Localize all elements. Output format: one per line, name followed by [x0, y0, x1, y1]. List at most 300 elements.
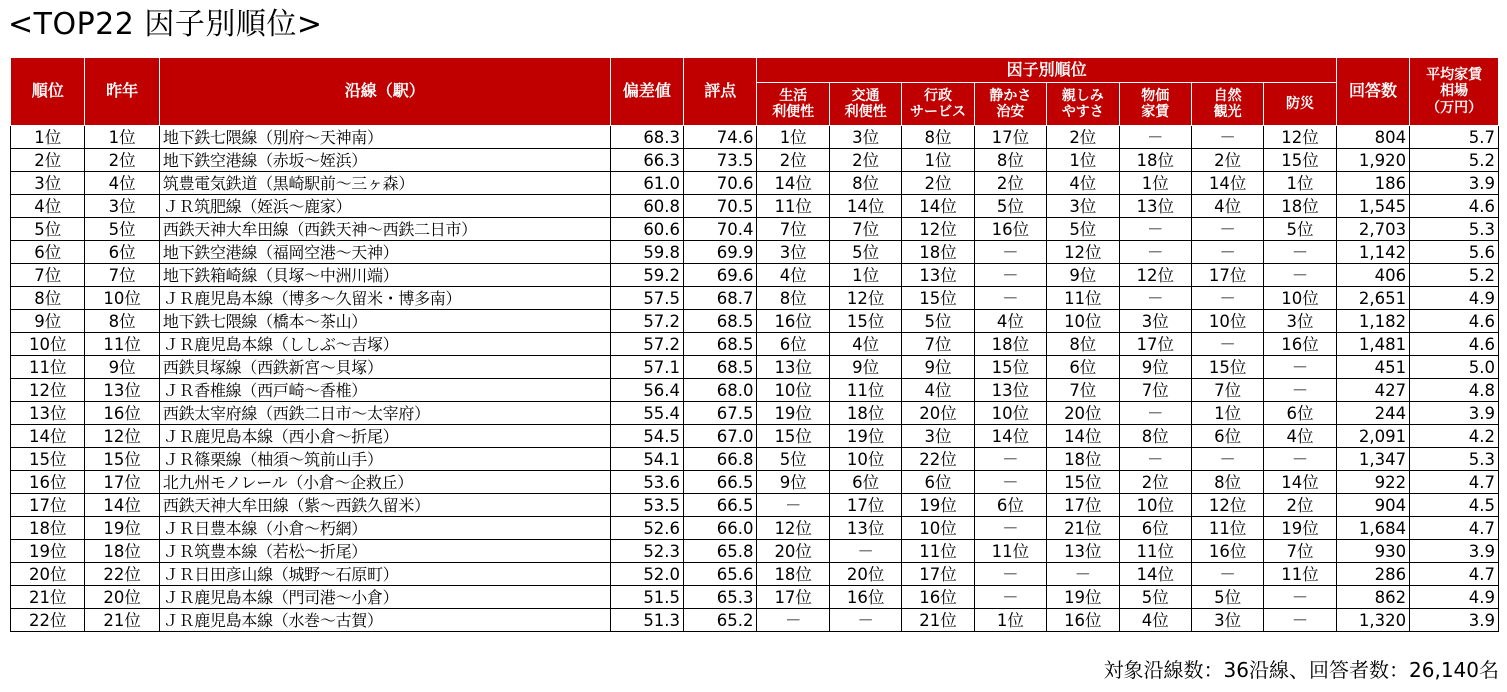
average-rent-cell: 4.9 — [1410, 586, 1499, 609]
factor-rank-cell: 16位 — [1264, 333, 1336, 356]
factor-rank-cell: 10位 — [902, 517, 974, 540]
header-factor-4: 親しみ やすさ — [1047, 83, 1119, 126]
average-rent-cell: 5.7 — [1410, 126, 1499, 149]
header-rank: 順位 — [11, 58, 85, 126]
table-row — [11, 471, 1499, 494]
factor-rank-cell: 7位 — [829, 218, 901, 241]
deviation-cell: 68.3 — [610, 126, 683, 149]
header-factor-2: 行政 サービス — [902, 83, 974, 126]
factor-rank-cell: 6位 — [1264, 402, 1336, 425]
factor-rank-cell: 1位 — [1191, 402, 1263, 425]
factor-rank-cell: 18位 — [1119, 149, 1191, 172]
score-cell: 68.5 — [684, 356, 757, 379]
factor-rank-cell: 7位 — [757, 218, 829, 241]
factor-rank-cell: 12位 — [1047, 241, 1119, 264]
rank-cell: 2位 — [11, 149, 85, 172]
table-row — [11, 379, 1499, 402]
factor-rank-cell: － — [974, 264, 1046, 287]
average-rent-cell: 5.3 — [1410, 448, 1499, 471]
table-row — [11, 126, 1499, 149]
factor-rank-cell: 9位 — [902, 356, 974, 379]
factor-rank-cell: － — [1264, 241, 1336, 264]
previous-year-cell: 6位 — [85, 241, 159, 264]
factor-rank-cell: 14位 — [1264, 471, 1336, 494]
previous-year-cell: 18位 — [85, 540, 159, 563]
line-station-cell: 地下鉄空港線（福岡空港～天神） — [159, 241, 610, 264]
factor-rank-cell: 2位 — [1119, 471, 1191, 494]
rank-cell: 12位 — [11, 379, 85, 402]
score-cell: 65.2 — [684, 609, 757, 632]
deviation-cell: 53.5 — [610, 494, 683, 517]
table-row — [11, 241, 1499, 264]
average-rent-cell: 5.0 — [1410, 356, 1499, 379]
score-cell: 69.9 — [684, 241, 757, 264]
factor-rank-cell: 16位 — [757, 310, 829, 333]
factor-rank-cell: － — [1119, 241, 1191, 264]
factor-rank-cell: 17位 — [1119, 333, 1191, 356]
factor-rank-cell: 10位 — [757, 379, 829, 402]
average-rent-cell: 4.6 — [1410, 333, 1499, 356]
factor-rank-cell: － — [757, 609, 829, 632]
factor-rank-cell: 16位 — [974, 218, 1046, 241]
factor-rank-cell: － — [1264, 448, 1336, 471]
factor-rank-cell: 3位 — [829, 126, 901, 149]
factor-rank-cell: 6位 — [1191, 425, 1263, 448]
line-station-cell: ＪＲ香椎線（西戸崎～香椎） — [159, 379, 610, 402]
factor-rank-cell: － — [1264, 264, 1336, 287]
factor-rank-cell: 18位 — [1264, 195, 1336, 218]
factor-rank-cell: 12位 — [1264, 126, 1336, 149]
factor-rank-cell: － — [974, 448, 1046, 471]
table-row — [11, 264, 1499, 287]
factor-rank-cell: 19位 — [902, 494, 974, 517]
factor-rank-cell: 2位 — [1191, 149, 1263, 172]
table-row — [11, 218, 1499, 241]
factor-rank-cell: 15位 — [974, 356, 1046, 379]
factor-rank-cell: 14位 — [1047, 425, 1119, 448]
line-station-cell: ＪＲ鹿児島本線（ししぶ～吉塚） — [159, 333, 610, 356]
line-station-cell: ＪＲ鹿児島本線（門司港～小倉） — [159, 586, 610, 609]
factor-rank-cell: 6位 — [902, 471, 974, 494]
responses-cell: 1,142 — [1336, 241, 1409, 264]
factor-rank-cell: 11位 — [757, 195, 829, 218]
factor-rank-cell: 20位 — [1047, 402, 1119, 425]
header-deviation: 偏差値 — [610, 58, 683, 126]
factor-rank-cell: 14位 — [902, 195, 974, 218]
page-title: <TOP22 因子別順位> — [8, 7, 323, 42]
factor-rank-cell: － — [1191, 126, 1263, 149]
line-station-cell: ＪＲ鹿児島本線（博多～久留米・博多南） — [159, 287, 610, 310]
responses-cell: 1,182 — [1336, 310, 1409, 333]
factor-rank-cell: 4位 — [1264, 425, 1336, 448]
factor-rank-cell: 9位 — [1047, 264, 1119, 287]
factor-rank-cell: 10位 — [1047, 310, 1119, 333]
factor-rank-cell: － — [829, 609, 901, 632]
factor-rank-cell: 22位 — [902, 448, 974, 471]
factor-rank-cell: 11位 — [1119, 540, 1191, 563]
line-station-cell: ＪＲ篠栗線（柚須～筑前山手） — [159, 448, 610, 471]
score-cell: 70.6 — [684, 172, 757, 195]
factor-rank-cell: 11位 — [1264, 563, 1336, 586]
header-factor-1: 交通 利便性 — [829, 83, 901, 126]
line-station-cell: 地下鉄七隈線（別府～天神南） — [159, 126, 610, 149]
deviation-cell: 57.2 — [610, 333, 683, 356]
factor-rank-cell: 10位 — [1119, 494, 1191, 517]
previous-year-cell: 1位 — [85, 126, 159, 149]
deviation-cell: 52.6 — [610, 517, 683, 540]
factor-rank-cell: 9位 — [757, 471, 829, 494]
average-rent-cell: 4.7 — [1410, 471, 1499, 494]
rank-cell: 11位 — [11, 356, 85, 379]
average-rent-cell: 4.7 — [1410, 517, 1499, 540]
score-cell: 74.6 — [684, 126, 757, 149]
factor-rank-cell: － — [1264, 586, 1336, 609]
table-header — [11, 58, 1499, 126]
score-cell: 69.6 — [684, 264, 757, 287]
factor-rank-cell: 10位 — [1264, 287, 1336, 310]
factor-rank-cell: 3位 — [902, 425, 974, 448]
factor-rank-cell: 4位 — [902, 379, 974, 402]
score-cell: 66.0 — [684, 517, 757, 540]
factor-rank-cell: 1位 — [1047, 149, 1119, 172]
factor-rank-cell: 13位 — [974, 379, 1046, 402]
factor-rank-cell: － — [1264, 379, 1336, 402]
factor-rank-cell: 19位 — [1047, 586, 1119, 609]
factor-rank-cell: 18位 — [757, 563, 829, 586]
factor-rank-cell: 20位 — [902, 402, 974, 425]
responses-cell: 930 — [1336, 540, 1409, 563]
factor-rank-cell: 2位 — [1047, 126, 1119, 149]
deviation-cell: 57.5 — [610, 287, 683, 310]
average-rent-cell: 4.6 — [1410, 195, 1499, 218]
responses-cell: 286 — [1336, 563, 1409, 586]
factor-rank-cell: 8位 — [757, 287, 829, 310]
average-rent-cell: 3.9 — [1410, 540, 1499, 563]
average-rent-cell: 3.9 — [1410, 609, 1499, 632]
header-factor-6: 自然 観光 — [1191, 83, 1263, 126]
factor-rank-cell: 5位 — [974, 195, 1046, 218]
factor-rank-cell: － — [1119, 448, 1191, 471]
factor-rank-cell: － — [1191, 448, 1263, 471]
average-rent-cell: 3.9 — [1410, 402, 1499, 425]
factor-rank-cell: 5位 — [1119, 586, 1191, 609]
factor-rank-cell: 5位 — [1191, 586, 1263, 609]
deviation-cell: 60.8 — [610, 195, 683, 218]
rank-cell: 18位 — [11, 517, 85, 540]
average-rent-cell: 4.2 — [1410, 425, 1499, 448]
average-rent-cell: 4.6 — [1410, 310, 1499, 333]
previous-year-cell: 19位 — [85, 517, 159, 540]
rank-cell: 14位 — [11, 425, 85, 448]
header-average-rent: 平均家賃 相場 （万円） — [1410, 58, 1499, 126]
deviation-cell: 54.5 — [610, 425, 683, 448]
line-station-cell: 西鉄天神大牟田線（紫～西鉄久留米） — [159, 494, 610, 517]
responses-cell: 922 — [1336, 471, 1409, 494]
previous-year-cell: 9位 — [85, 356, 159, 379]
factor-rank-cell: 10位 — [1191, 310, 1263, 333]
factor-rank-cell: － — [1191, 287, 1263, 310]
factor-rank-cell: 7位 — [1119, 379, 1191, 402]
factor-rank-cell: 19位 — [1264, 517, 1336, 540]
factor-rank-cell: 4位 — [1047, 172, 1119, 195]
score-cell: 68.5 — [684, 333, 757, 356]
deviation-cell: 66.3 — [610, 149, 683, 172]
score-cell: 73.5 — [684, 149, 757, 172]
rank-cell: 19位 — [11, 540, 85, 563]
line-station-cell: 地下鉄七隈線（橋本～茶山） — [159, 310, 610, 333]
factor-rank-cell: 4位 — [1191, 195, 1263, 218]
line-station-cell: ＪＲ鹿児島本線（水巻～古賀） — [159, 609, 610, 632]
factor-rank-cell: 16位 — [1191, 540, 1263, 563]
ranking-table — [10, 57, 1499, 632]
factor-rank-cell: 2位 — [829, 149, 901, 172]
factor-rank-cell: 11位 — [1191, 517, 1263, 540]
factor-rank-cell: 8位 — [1191, 471, 1263, 494]
table-row — [11, 586, 1499, 609]
header-previous-year: 昨年 — [85, 58, 159, 126]
score-cell: 67.0 — [684, 425, 757, 448]
score-cell: 65.6 — [684, 563, 757, 586]
factor-rank-cell: 17位 — [902, 563, 974, 586]
line-station-cell: 西鉄貝塚線（西鉄新宮～貝塚） — [159, 356, 610, 379]
deviation-cell: 52.3 — [610, 540, 683, 563]
factor-rank-cell: 2位 — [902, 172, 974, 195]
deviation-cell: 61.0 — [610, 172, 683, 195]
factor-rank-cell: 3位 — [1264, 310, 1336, 333]
average-rent-cell: 3.9 — [1410, 172, 1499, 195]
line-station-cell: 西鉄天神大牟田線（西鉄天神～西鉄二日市） — [159, 218, 610, 241]
factor-rank-cell: 8位 — [1119, 425, 1191, 448]
factor-rank-cell: 2位 — [974, 172, 1046, 195]
factor-rank-cell: 6位 — [757, 333, 829, 356]
table-row — [11, 540, 1499, 563]
factor-rank-cell: 6位 — [829, 471, 901, 494]
factor-rank-cell: 13位 — [757, 356, 829, 379]
responses-cell: 1,320 — [1336, 609, 1409, 632]
factor-rank-cell: 13位 — [829, 517, 901, 540]
factor-rank-cell: － — [974, 517, 1046, 540]
factor-rank-cell: 14位 — [1191, 172, 1263, 195]
previous-year-cell: 16位 — [85, 402, 159, 425]
deviation-cell: 60.6 — [610, 218, 683, 241]
factor-rank-cell: 4位 — [757, 264, 829, 287]
factor-rank-cell: 11位 — [902, 540, 974, 563]
previous-year-cell: 15位 — [85, 448, 159, 471]
factor-rank-cell: 18位 — [829, 402, 901, 425]
previous-year-cell: 5位 — [85, 218, 159, 241]
score-cell: 67.5 — [684, 402, 757, 425]
responses-cell: 2,651 — [1336, 287, 1409, 310]
previous-year-cell: 11位 — [85, 333, 159, 356]
deviation-cell: 51.5 — [610, 586, 683, 609]
factor-rank-cell: － — [1119, 218, 1191, 241]
factor-rank-cell: 2位 — [757, 149, 829, 172]
factor-rank-cell: 21位 — [1047, 517, 1119, 540]
rank-cell: 3位 — [11, 172, 85, 195]
factor-rank-cell: 6位 — [1119, 517, 1191, 540]
factor-rank-cell: 2位 — [1264, 494, 1336, 517]
factor-rank-cell: 15位 — [1191, 356, 1263, 379]
responses-cell: 244 — [1336, 402, 1409, 425]
factor-rank-cell: － — [974, 287, 1046, 310]
factor-rank-cell: 1位 — [974, 609, 1046, 632]
factor-rank-cell: 5位 — [757, 448, 829, 471]
factor-rank-cell: 17位 — [829, 494, 901, 517]
factor-rank-cell: 15位 — [757, 425, 829, 448]
factor-rank-cell: 1位 — [1119, 172, 1191, 195]
responses-cell: 186 — [1336, 172, 1409, 195]
responses-cell: 1,684 — [1336, 517, 1409, 540]
table-row — [11, 333, 1499, 356]
factor-rank-cell: 15位 — [902, 287, 974, 310]
factor-rank-cell: 18位 — [902, 241, 974, 264]
responses-cell: 406 — [1336, 264, 1409, 287]
factor-rank-cell: － — [829, 540, 901, 563]
factor-rank-cell: 7位 — [1264, 540, 1336, 563]
header-factor-0: 生活 利便性 — [757, 83, 829, 126]
rank-cell: 1位 — [11, 126, 85, 149]
factor-rank-cell: 19位 — [757, 402, 829, 425]
factor-rank-cell: － — [1047, 563, 1119, 586]
average-rent-cell: 4.7 — [1410, 563, 1499, 586]
line-station-cell: ＪＲ筑豊本線（若松～折尾） — [159, 540, 610, 563]
table-row — [11, 494, 1499, 517]
factor-rank-cell: － — [1191, 241, 1263, 264]
rank-cell: 8位 — [11, 287, 85, 310]
factor-rank-cell: 18位 — [974, 333, 1046, 356]
average-rent-cell: 4.8 — [1410, 379, 1499, 402]
table-row — [11, 425, 1499, 448]
factor-rank-cell: 20位 — [757, 540, 829, 563]
factor-rank-cell: － — [1264, 356, 1336, 379]
previous-year-cell: 2位 — [85, 149, 159, 172]
factor-rank-cell: 11位 — [829, 379, 901, 402]
header-line-station: 沿線（駅） — [159, 58, 610, 126]
factor-rank-cell: － — [974, 563, 1046, 586]
factor-rank-cell: 12位 — [829, 287, 901, 310]
factor-rank-cell: 12位 — [1191, 494, 1263, 517]
factor-rank-cell: 17位 — [1047, 494, 1119, 517]
responses-cell: 804 — [1336, 126, 1409, 149]
rank-cell: 20位 — [11, 563, 85, 586]
table-row — [11, 609, 1499, 632]
factor-rank-cell: 15位 — [1264, 149, 1336, 172]
table-body — [11, 126, 1499, 632]
line-station-cell: 地下鉄箱崎線（貝塚～中洲川端） — [159, 264, 610, 287]
line-station-cell: ＪＲ鹿児島本線（西小倉～折尾） — [159, 425, 610, 448]
factor-rank-cell: 5位 — [902, 310, 974, 333]
average-rent-cell: 5.3 — [1410, 218, 1499, 241]
average-rent-cell: 5.2 — [1410, 264, 1499, 287]
factor-rank-cell: 7位 — [902, 333, 974, 356]
deviation-cell: 55.4 — [610, 402, 683, 425]
factor-rank-cell: 15位 — [1047, 471, 1119, 494]
factor-rank-cell: 20位 — [829, 563, 901, 586]
responses-cell: 904 — [1336, 494, 1409, 517]
factor-rank-cell: 16位 — [829, 586, 901, 609]
header-factor-5: 物価 家賃 — [1119, 83, 1191, 126]
header-responses: 回答数 — [1336, 58, 1409, 126]
score-cell: 66.5 — [684, 494, 757, 517]
rank-cell: 7位 — [11, 264, 85, 287]
factor-rank-cell: 5位 — [1047, 218, 1119, 241]
factor-rank-cell: 10位 — [829, 448, 901, 471]
factor-rank-cell: － — [1191, 563, 1263, 586]
previous-year-cell: 10位 — [85, 287, 159, 310]
factor-rank-cell: 4位 — [974, 310, 1046, 333]
rank-cell: 10位 — [11, 333, 85, 356]
factor-rank-cell: 5位 — [1264, 218, 1336, 241]
factor-rank-cell: － — [1119, 402, 1191, 425]
deviation-cell: 57.2 — [610, 310, 683, 333]
score-cell: 68.0 — [684, 379, 757, 402]
deviation-cell: 54.1 — [610, 448, 683, 471]
factor-rank-cell: 3位 — [1191, 609, 1263, 632]
score-cell: 68.5 — [684, 310, 757, 333]
header-factor-7: 防災 — [1264, 83, 1336, 126]
factor-rank-cell: 17位 — [1191, 264, 1263, 287]
factor-rank-cell: 14位 — [1119, 563, 1191, 586]
deviation-cell: 52.0 — [610, 563, 683, 586]
responses-cell: 451 — [1336, 356, 1409, 379]
factor-rank-cell: 3位 — [757, 241, 829, 264]
rank-cell: 13位 — [11, 402, 85, 425]
score-cell: 70.5 — [684, 195, 757, 218]
factor-rank-cell: 12位 — [1119, 264, 1191, 287]
factor-rank-cell: 9位 — [1119, 356, 1191, 379]
responses-cell: 1,347 — [1336, 448, 1409, 471]
header-score: 評点 — [684, 58, 757, 126]
line-station-cell: 西鉄太宰府線（西鉄二日市～太宰府） — [159, 402, 610, 425]
header-factor-group: 因子別順位 — [757, 58, 1336, 83]
deviation-cell: 59.2 — [610, 264, 683, 287]
factor-rank-cell: － — [757, 494, 829, 517]
deviation-cell: 53.6 — [610, 471, 683, 494]
factor-rank-cell: 14位 — [829, 195, 901, 218]
previous-year-cell: 20位 — [85, 586, 159, 609]
rank-cell: 9位 — [11, 310, 85, 333]
average-rent-cell: 4.9 — [1410, 287, 1499, 310]
previous-year-cell: 17位 — [85, 471, 159, 494]
factor-rank-cell: 12位 — [757, 517, 829, 540]
factor-rank-cell: 1位 — [829, 264, 901, 287]
responses-cell: 427 — [1336, 379, 1409, 402]
responses-cell: 1,545 — [1336, 195, 1409, 218]
factor-rank-cell: 6位 — [974, 494, 1046, 517]
header-factor-3: 静かさ 治安 — [974, 83, 1046, 126]
line-station-cell: ＪＲ日豊本線（小倉～朽網） — [159, 517, 610, 540]
factor-rank-cell: 1位 — [902, 149, 974, 172]
factor-rank-cell: 8位 — [902, 126, 974, 149]
factor-rank-cell: 10位 — [974, 402, 1046, 425]
responses-cell: 1,920 — [1336, 149, 1409, 172]
previous-year-cell: 3位 — [85, 195, 159, 218]
factor-rank-cell: － — [974, 586, 1046, 609]
factor-rank-cell: 14位 — [974, 425, 1046, 448]
score-cell: 65.8 — [684, 540, 757, 563]
factor-rank-cell: 7位 — [1191, 379, 1263, 402]
previous-year-cell: 12位 — [85, 425, 159, 448]
rank-cell: 6位 — [11, 241, 85, 264]
factor-rank-cell: 8位 — [974, 149, 1046, 172]
responses-cell: 2,703 — [1336, 218, 1409, 241]
factor-rank-cell: 3位 — [1047, 195, 1119, 218]
deviation-cell: 51.3 — [610, 609, 683, 632]
table-row — [11, 448, 1499, 471]
factor-rank-cell: 13位 — [1047, 540, 1119, 563]
rank-cell: 17位 — [11, 494, 85, 517]
score-cell: 65.3 — [684, 586, 757, 609]
